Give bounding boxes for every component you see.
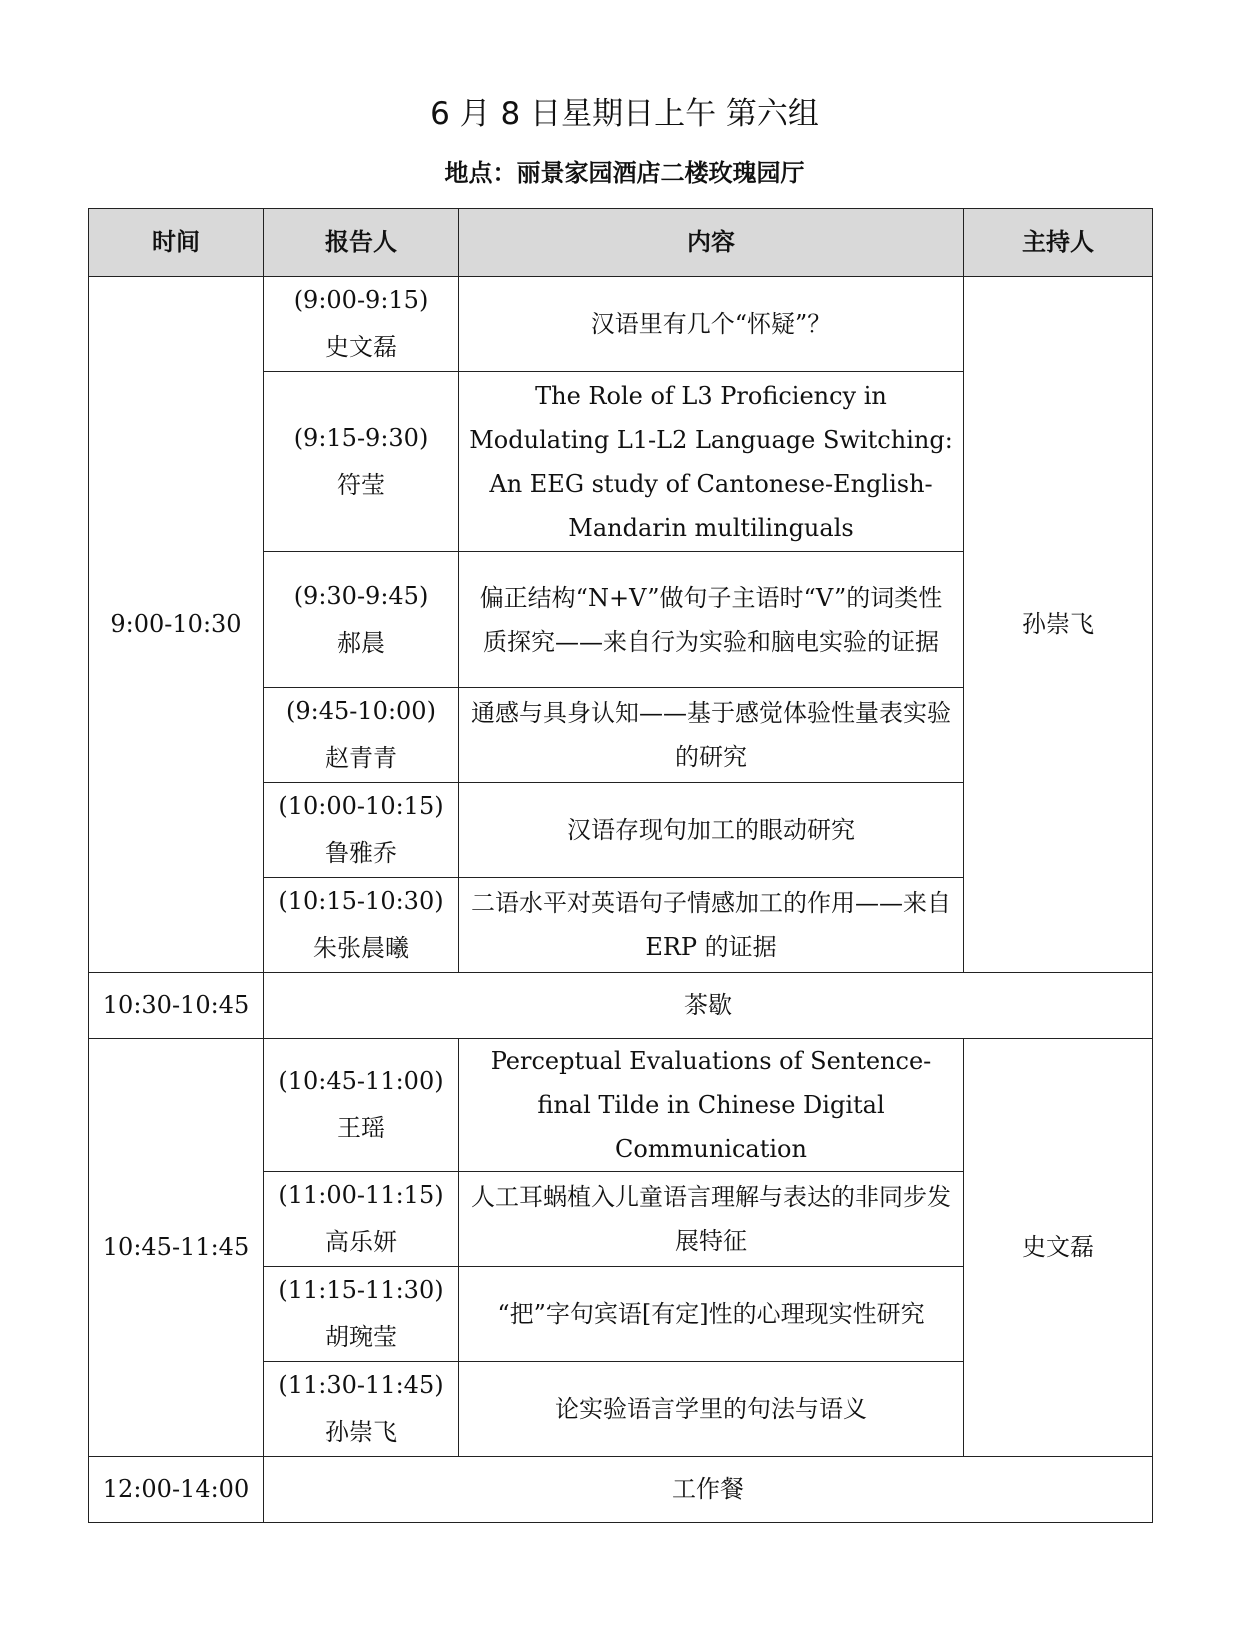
table-row [89, 1039, 1153, 1172]
break-label: 茶歇 [264, 973, 1153, 1039]
column-header-host: 主持人 [964, 209, 1153, 277]
speaker-name: 孙崇飞 [325, 1418, 397, 1446]
table-row-lunch [89, 1457, 1153, 1523]
talk-slot: (10:45-11:00) [278, 1067, 444, 1095]
talk-content: 偏正结构“N+V”做句子主语时“V”的词类性质探究——来自行为实验和脑电实验的证据 [459, 552, 964, 688]
talk-content: The Role of L3 Proficiency in Modulating L1-L2 Language Switching: An EEG study of Cantonese-English-Mandarin multilinguals [459, 372, 964, 552]
talk-content: 人工耳蜗植入儿童语言理解与表达的非同步发展特征 [459, 1172, 964, 1267]
speaker-name: 赵青青 [325, 744, 397, 772]
speaker-cell [264, 878, 459, 973]
speaker-name: 鲁雅乔 [325, 839, 397, 867]
location-subtitle: 地点：丽景家园酒店二楼玫瑰园厅 [444, 159, 805, 187]
schedule-table [88, 208, 1153, 1523]
talk-content: 通感与具身认知——基于感觉体验性量表实验的研究 [459, 688, 964, 783]
speaker-name: 胡琬莹 [325, 1323, 397, 1351]
session-host: 史文磊 [964, 1039, 1153, 1457]
speaker-cell [264, 552, 459, 688]
talk-slot: (9:30-9:45) [293, 581, 429, 610]
session-host: 孙崇飞 [964, 277, 1153, 973]
page-title: 6 月 8 日星期日上午 第六组 [430, 96, 819, 132]
break-time: 10:30-10:45 [89, 973, 264, 1039]
speaker-cell [264, 1039, 459, 1172]
speaker-cell [264, 783, 459, 878]
talk-slot: (9:45-10:00) [286, 697, 436, 725]
table-row [89, 277, 1153, 372]
talk-content: 汉语里有几个“怀疑”？ [459, 277, 964, 372]
speaker-cell [264, 1172, 459, 1267]
speaker-name: 符莹 [337, 470, 385, 499]
column-header-time: 时间 [89, 209, 264, 277]
talk-slot: (11:30-11:45) [278, 1371, 444, 1399]
column-header-speaker: 报告人 [264, 209, 459, 277]
lunch-time: 12:00-14:00 [89, 1457, 264, 1523]
talk-content: “把”字句宾语[有定]性的心理现实性研究 [459, 1267, 964, 1362]
table-header-row [89, 209, 1153, 277]
column-header-content: 内容 [459, 209, 964, 277]
speaker-cell [264, 1267, 459, 1362]
speaker-cell [264, 277, 459, 372]
talk-slot: (11:15-11:30) [278, 1276, 444, 1304]
speaker-cell [264, 1362, 459, 1457]
speaker-name: 郝晨 [337, 628, 385, 657]
speaker-name: 史文磊 [325, 333, 397, 361]
talk-content: 二语水平对英语句子情感加工的作用——来自 ERP 的证据 [459, 878, 964, 973]
speaker-name: 王瑶 [337, 1114, 385, 1142]
talk-slot: (9:15-9:30) [293, 423, 429, 452]
session-time: 9:00-10:30 [89, 277, 264, 973]
lunch-label: 工作餐 [264, 1457, 1153, 1523]
talk-slot: (9:00-9:15) [293, 286, 429, 314]
talk-slot: (10:00-10:15) [278, 792, 444, 820]
talk-slot: (10:15-10:30) [278, 887, 444, 915]
table-row-break [89, 973, 1153, 1039]
talk-slot: (11:00-11:15) [278, 1181, 444, 1209]
talk-content: 论实验语言学里的句法与语义 [459, 1362, 964, 1457]
speaker-cell [264, 372, 459, 552]
speaker-name: 高乐妍 [325, 1228, 397, 1256]
session-time: 10:45-11:45 [89, 1039, 264, 1457]
talk-content: Perceptual Evaluations of Sentence-final Tilde in Chinese Digital Communication [459, 1039, 964, 1172]
speaker-name: 朱张晨曦 [313, 934, 409, 962]
speaker-cell [264, 688, 459, 783]
talk-content: 汉语存现句加工的眼动研究 [459, 783, 964, 878]
